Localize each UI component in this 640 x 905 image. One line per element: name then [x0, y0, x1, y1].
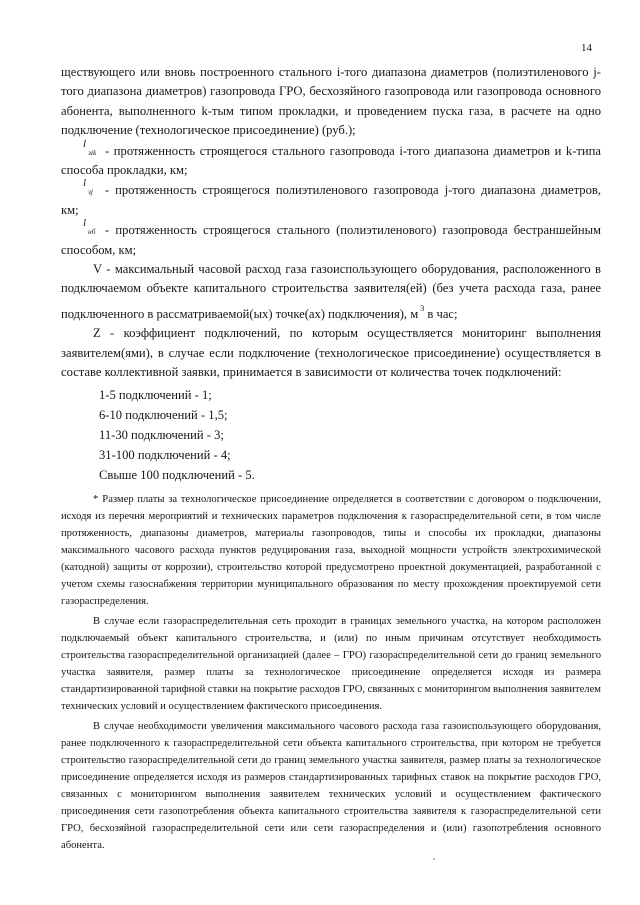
z-coefficient-list	[61, 385, 601, 485]
list-item: 1-5 подключений - 1;	[99, 387, 212, 402]
page-number: 14	[581, 42, 592, 54]
symbol-lzik: l зik	[83, 137, 97, 157]
definition-lnb: l нб - протяженность строящегося стального (полиэтиленового) газопровода бестраншейным способом, км;	[61, 217, 601, 257]
intro-paragraph: ществующего или вновь построенного стального i-того диапазона диаметров (полиэтиленового j-того диапазона диаметров) газопровода ГРО, бесхозяйного газопровода или газопровода основного абонента, выполненного k-тым типом прокладки, и проведением пуска газа, в расчете на одно подключение (технологическое присоединение) (руб.);	[61, 65, 601, 138]
definition-lzj: l зj - протяженность строящегося полиэтиленового газопровода j-того диапазона диаметров, км;	[61, 177, 601, 217]
definition-lzik: l зik - протяженность строящегося стального газопровода i-того диапазона диаметров и k-типа способа прокладки, км;	[61, 137, 601, 178]
main-text	[61, 63, 601, 485]
definition-v: V - максимальный часовой расход газа газоиспользующего оборудования, расположенного в подключаемом объекте капитального строительства заявителя(ей) (без учета расхода газа, ранее подключенного в рассматриваемой(ых) точке(ах) подключения), м $^3$ в час;	[61, 262, 601, 321]
scan-speck	[433, 858, 435, 860]
footnote-1: * Размер платы за технологическое присоединение определяется в соответствии с договором о подключении, исходя из перечня мероприятий и технических параметров подключения к газораспределительной сети, в том числе протяженность, диапазоны диаметров, материалы газопроводов, типы и способы их прокладки, диапазоны максимального часового расхода пунктов редуцирования газа, выходной мощности устройств электрохимической (катодной) защиты от коррозии), строительство которой предусмотрено проектной документацией, разработанной с учетом схемы газоснабжения территории муниципального образования по месту прохождения проектируемой сети газораспределения.	[61, 494, 601, 607]
list-item: 11-30 подключений - 3;	[99, 427, 224, 442]
footnote-3: В случае необходимости увеличения максимального часового расхода газа газоиспользующего оборудования, ранее подключенного к газораспределительной сети объекта капитального строительства, при котором не требуется строительство газораспределительной сети до границ земельного участка заявителя, размер платы за технологическое присоединение определяется исходя из размеров стандартизированных тарифных ставок на покрытие расходов ГРО, связанных с мониторингом выполнения заявителем технических условий и осуществлением фактического присоединения сети газопотребления объекта капитального строительства заявителя к газораспределительной сети ГРО, бесхозяйной газораспределительной сети или сети газораспределения и (или) газопотребления основного абонента.	[61, 721, 601, 851]
definition-z: Z - коэффициент подключений, по которым осуществляется мониторинг выполнения заявителем(ями), в случае если подключение (технологическое присоединение) осуществляется в составе коллективной заявки, принимается в зависимости от количества точек подключений:	[61, 326, 601, 380]
footnote-2: В случае если газораспределительная сеть проходит в границах земельного участка, на котором расположен подключаемый объект капитального строительства, и (или) по иным причинам отсутствует необходимость строительства газораспределительной организацией (далее – ГРО) газораспределительной сети до границ земельного участка заявителя, размер платы за технологическое присоединение определяется исходя из размера стандартизированной тарифной ставки на покрытие расходов ГРО, связанных с мониторингом выполнения заявителем технических условий и осуществлением фактического присоединения.	[61, 616, 601, 712]
list-item: 31-100 подключений - 4;	[99, 447, 231, 462]
symbol-lzj: l зj	[83, 177, 94, 197]
list-item: 6-10 подключений - 1,5;	[99, 407, 228, 422]
unit-m3: м $^3$	[410, 303, 425, 321]
list-item: Свыше 100 подключений - 5.	[99, 467, 255, 482]
footnotes	[61, 491, 601, 857]
symbol-lnb: l нб	[83, 217, 96, 237]
